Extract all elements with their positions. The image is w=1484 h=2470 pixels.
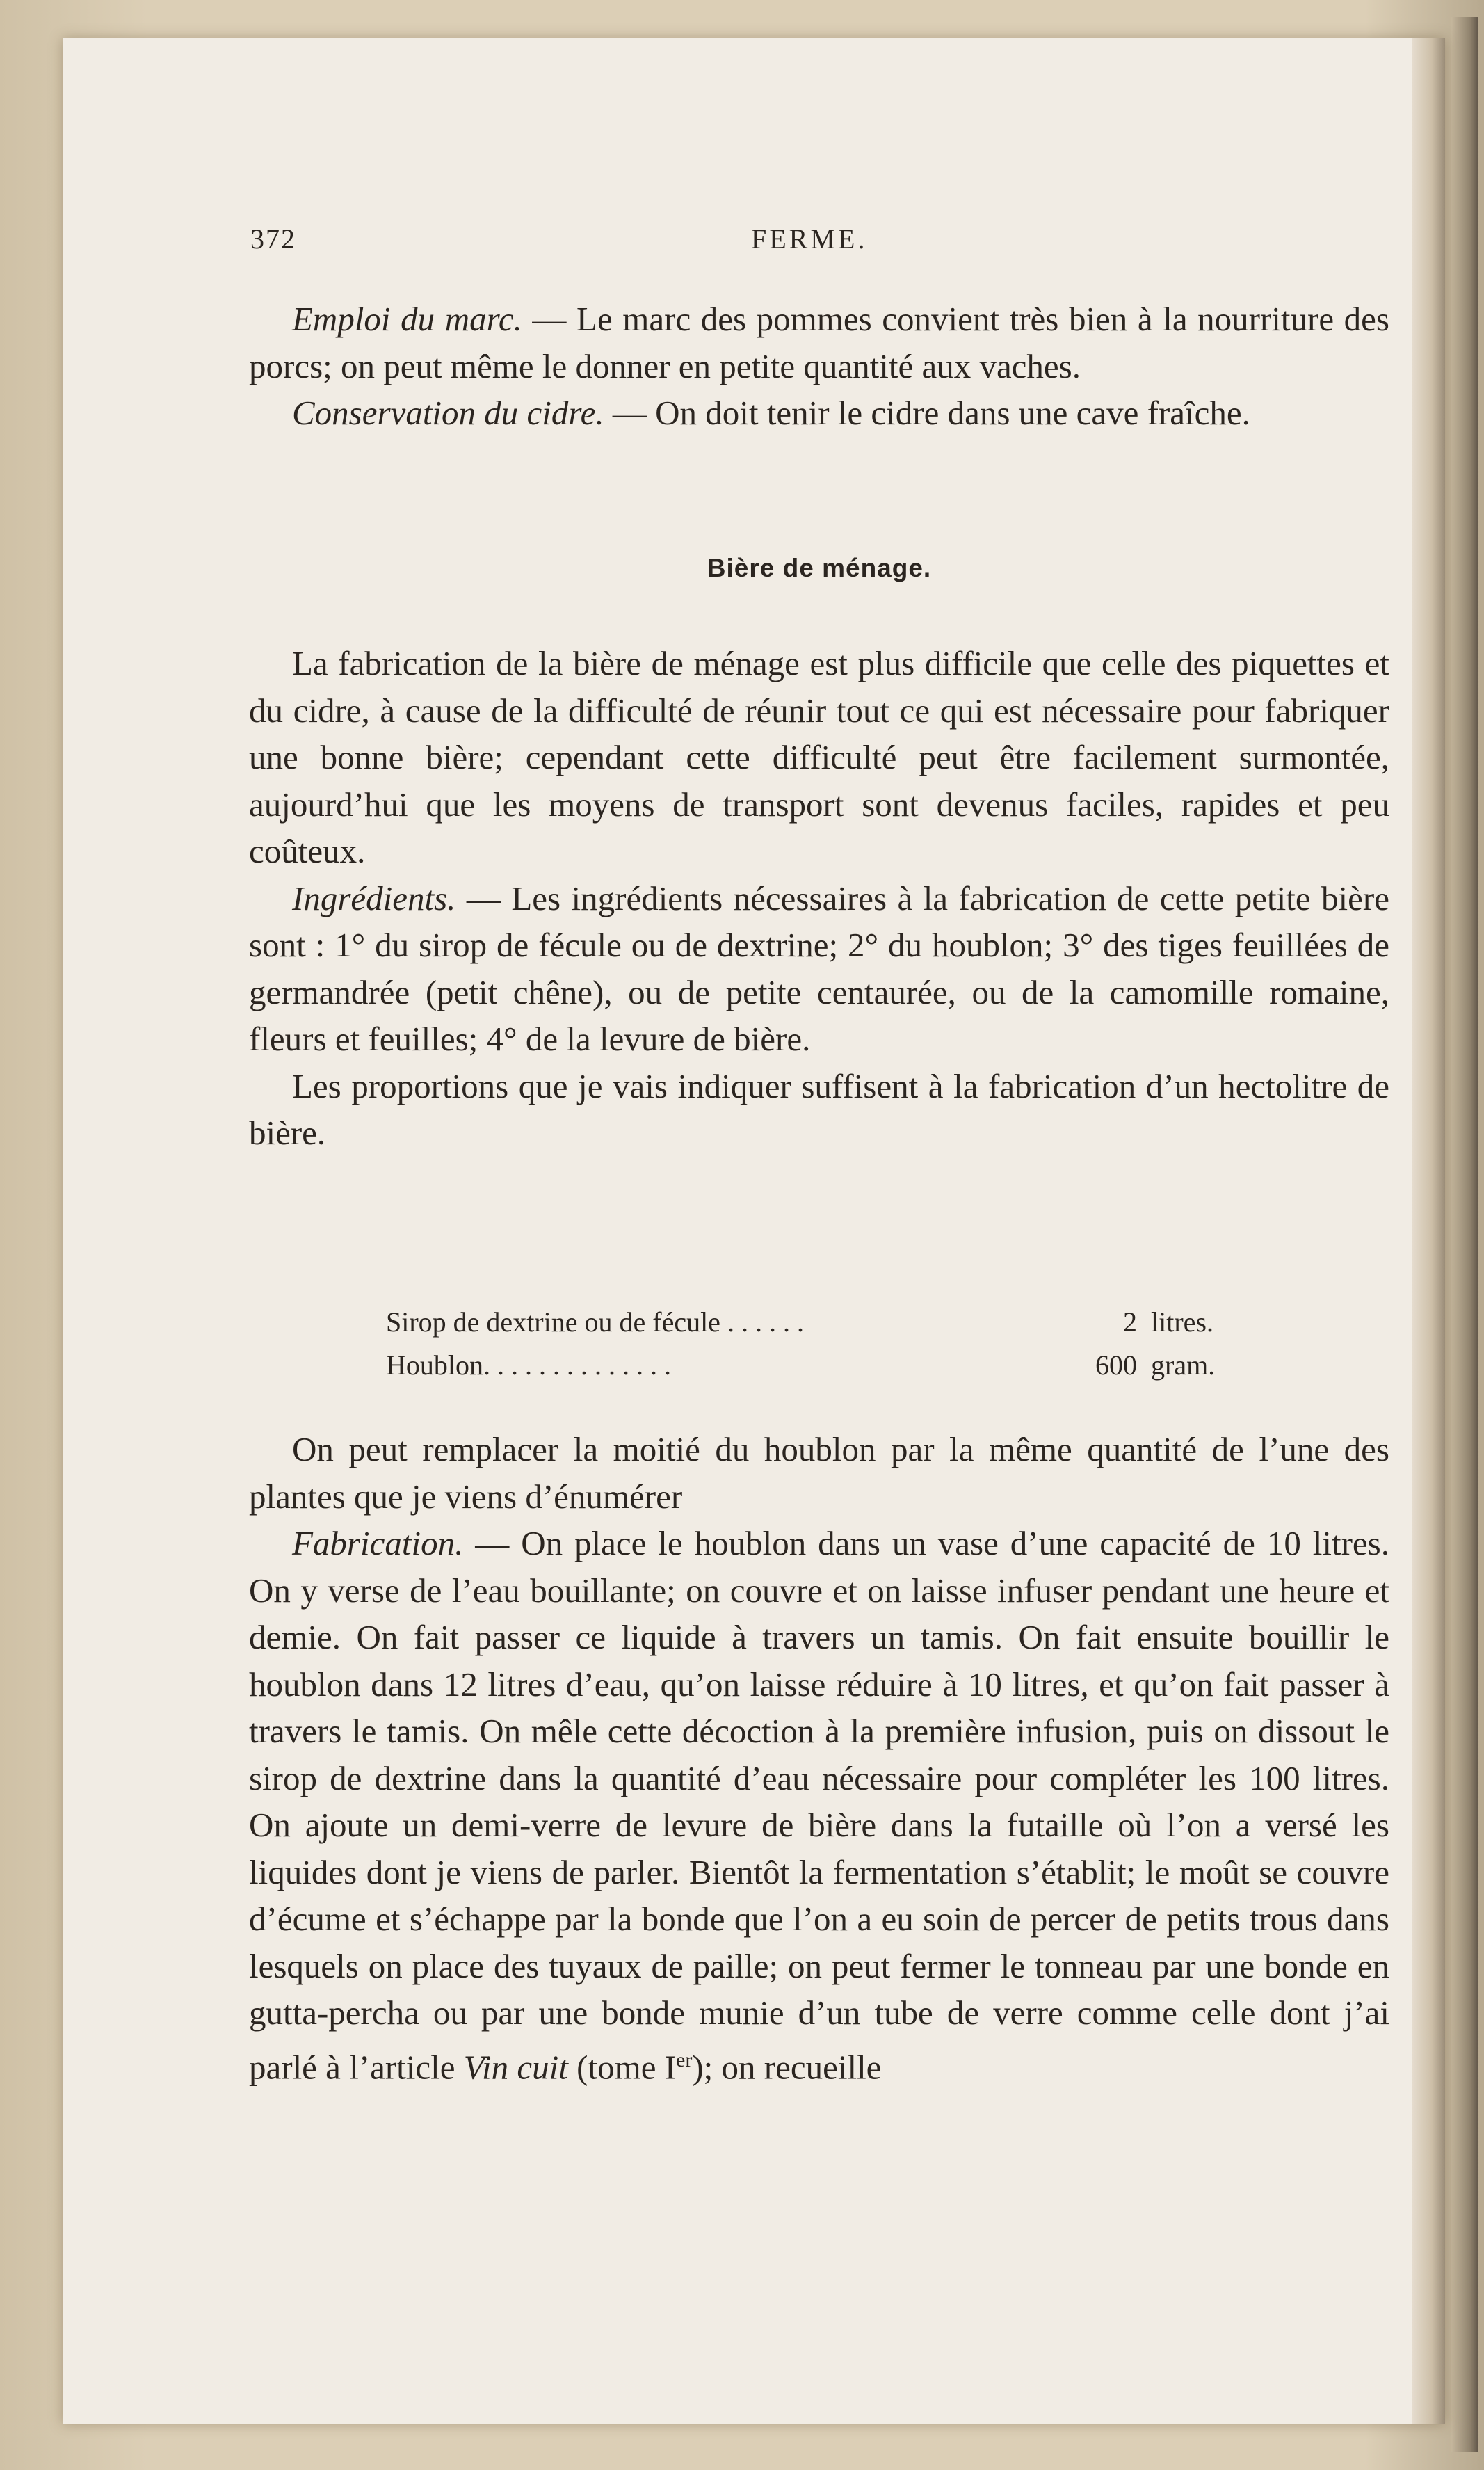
- ingredient-quantity: 600: [1095, 1349, 1137, 1381]
- paragraph-label: Emploi du marc.: [292, 300, 522, 338]
- ingredient-unit: litres.: [1151, 1306, 1213, 1338]
- ingredient-quantity: 2: [1123, 1306, 1137, 1338]
- section-heading: Bière de ménage.: [707, 554, 932, 582]
- recipe-row: [386, 1301, 1262, 1344]
- page-number: 372: [250, 223, 296, 255]
- paragraph-conservation: [249, 390, 1389, 437]
- running-title: FERME.: [751, 223, 868, 255]
- paragraph-label: Fabrication.: [292, 1524, 464, 1562]
- paragraph-remplacer: On peut remplacer la moitié du houblon par la même quantité de l’une des plantes que je viens d’énumérer: [249, 1430, 1389, 1516]
- paragraph-fabrication: [249, 1520, 1389, 2090]
- paragraph-emploi-du-marc: [249, 296, 1389, 390]
- paragraph-text-continued: (tome I: [567, 2047, 677, 2086]
- reference-title: Vin cuit: [463, 2047, 568, 2086]
- book-edge: [1451, 17, 1478, 2452]
- paragraph-text: — Le marc des pommes convient très bien à la nourriture des porcs; on peut même le donner en petite quantité aux vaches.: [249, 300, 1389, 385]
- ingredient-unit: gram.: [1151, 1349, 1216, 1381]
- paragraph-label: Conservation du cidre.: [292, 394, 604, 432]
- paragraph-proportions: Les proportions que je vais indiquer suffisent à la fabrication d’un hectolitre de bière.: [249, 1066, 1389, 1152]
- text-block-middle: [249, 640, 1389, 1157]
- paragraph-text: — Les ingrédients nécessaires à la fabrication de cette petite bière sont : 1° du sirop de fécule ou de dextrine; 2° du houblon; 3° des tiges feuillées de germandrée (petit chêne), ou de petite centaurée, ou de la camomille romaine, fleurs et feuilles; 4° de la levure de bière.: [249, 879, 1389, 1058]
- paragraph-text: — On place le houblon dans un vase d’une capacité de 10 litres. On y verse de l’eau bouillante; on couvre et on laisse infuser pendant une heure et demie. On fait passer ce liquide à travers un tamis. On fait ensuite bouillir le houblon dans 12 litres d’eau, qu’on laisse réduire à 10 litres, et qu’on fait passer à travers le tamis. On mêle cette décoction à la première infusion, puis on dissout le sirop de dextrine dans la quantité d’eau nécessaire pour compléter les 100 litres. On ajoute un demi-verre de levure de bière dans la futaille où l’on a versé les liquides dont je viens de parler. Bientôt la fermentation s’établit; le moût se couvre d’écume et s’échappe par la bonde que l’on a eu soin de percer de petits trous dans lesquels on place des tuyaux de paille; on peut fermer le tonneau par une bonde en gutta-percha ou par une bonde munie d’un tube de verre comme celle dont j’ai parlé à l’article: [249, 1524, 1389, 2086]
- page-edge-shadow: [1412, 38, 1445, 2424]
- text-block-top: [249, 296, 1389, 437]
- paragraph-ingredients: [249, 875, 1389, 1063]
- paragraph-label: Ingrédients.: [292, 879, 456, 917]
- recipe-row: [386, 1344, 1262, 1387]
- ingredient-name: Sirop de dextrine ou de fécule . . . . . .: [386, 1306, 804, 1338]
- paragraph-intro: La fabrication de la bière de ménage est plus difficile que celle des piquettes et du cidre, à cause de la difficulté de réunir tout ce qui est nécessaire pour fabriquer une bonne bière; cependant cette difficulté peut être facilement surmontée, aujourd’hui que les moyens de transport sont devenus faciles, rapides et peu coûteux.: [249, 644, 1389, 870]
- recipe-table: [386, 1301, 1262, 1387]
- superscript: er: [676, 2048, 693, 2071]
- text-block-bottom: [249, 1426, 1389, 2090]
- page-header: [250, 223, 1391, 264]
- ingredient-name: Houblon. . . . . . . . . . . . . .: [386, 1349, 671, 1381]
- paragraph-text: — On doit tenir le cidre dans une cave fraîche.: [604, 394, 1250, 432]
- paragraph-text-end: ); on recueille: [692, 2047, 882, 2086]
